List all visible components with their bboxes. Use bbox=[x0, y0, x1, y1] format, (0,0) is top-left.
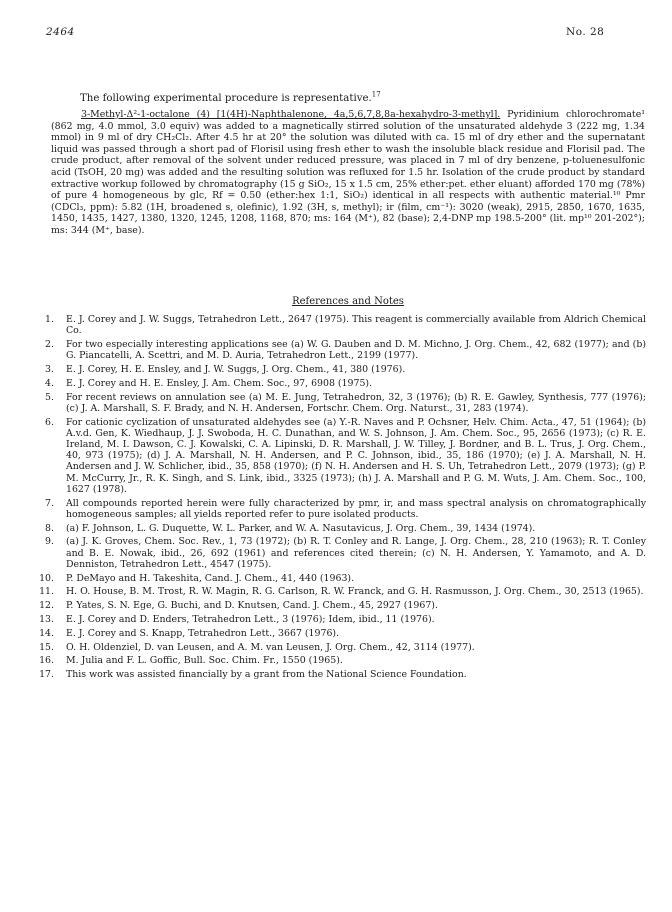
reference-number: 14. bbox=[39, 627, 54, 639]
reference-number: 11. bbox=[39, 586, 54, 598]
reference-item bbox=[30, 573, 646, 584]
reference-text: (a) J. K. Groves, Chem. Soc. Rev., 1, 73 (1972); (b) R. T. Conley and R. Lange, J. Org. Chem., 28, 210 (1963); R. T. Conley and B. E. Nowak, ibid., 26, 692 (1961) and references cited therein; (c) N. H. Andersen, Y. Yamamoto, and A. D. Denniston, Tetrahedron Lett., 4547 (1975). bbox=[66, 536, 646, 570]
reference-text: O. H. Oldenziel, D. van Leusen, and A. M. van Leusen, J. Org. Chem., 42, 3114 (1977). bbox=[66, 641, 475, 653]
reference-item bbox=[30, 417, 646, 495]
reference-text: For cationic cyclization of unsaturated aldehydes see (a) Y.-R. Naves and P. Ochsner, Helv. Chim. Acta., 47, 51 (1964); (b) A.v.d. Gen, K. Wiedhaup, J. J. Swoboda, H. C. Dunathan, and W. S. Johnson, J. Am. Chem. Soc., 95, 2656 (1973); (c) R. E. Ireland, M. I. Dawson, C. J. Kowalski, C. A. Lipinski, D. R. Marshall, J. W. Tilley, J. Bordner, and B. L. Trus, J. Org. Chem., 40, 973 (1975); (d) J. A. Marshall, N. H. Andersen, and P. C. Johnson, ibid., 35, 186 (1970); (e) J. A. Marshall, N. H. Andersen and J. W. Schlicher, ibid., 35, 858 (1970); (f) N. H. Andersen and H. S. Uh, Tetrahedron Lett., 2079 (1973); (g) P. M. McCurry, Jr., R. K. Singh, and S. Link, ibid., 3325 (1973); (h) J. A. Marshall and P. G. M. Wuts, J. Am. Chem. Soc., 100, 1627 (1978). bbox=[66, 416, 646, 495]
intro-sentence bbox=[80, 90, 600, 104]
reference-text: This work was assisted financially by a grant from the National Science Foundation. bbox=[66, 669, 467, 681]
intro-text: The following experimental procedure is representative. bbox=[80, 93, 372, 104]
references-list bbox=[30, 314, 646, 683]
issue-number: No. 28 bbox=[566, 26, 605, 38]
reference-item bbox=[30, 314, 646, 336]
reference-number: 1. bbox=[45, 314, 54, 325]
reference-item bbox=[30, 614, 646, 625]
reference-text: M. Julia and F. L. Goffic, Bull. Soc. Chim. Fr., 1550 (1965). bbox=[66, 655, 343, 667]
reference-number: 10. bbox=[39, 572, 54, 584]
reference-item bbox=[30, 600, 646, 611]
procedure-body: Pyridinium chlorochromate¹ (862 mg, 4.0 mmol, 3.0 equiv) was added to a magnetically stirred solution of the unsaturated aldehyde 3 (222 mg, 1.34 mmol) in 9 ml of dry CH₂Cl₂. After 4.5 hr at 20° the solution was diluted with ca. 15 ml of dry ether and the supernatant liquid was passed through a short pad of Florisil using fresh ether to wash the insoluble black residue and Florisil pad. The crude product, after removal of the solvent under reduced pressure, was placed in 7 ml of dry benzene, p-toluenesulfonic acid (TsOH, 20 mg) was added and the resulting solution was refluxed for 1.5 hr. Isolation of the crude product by standard extractive workup followed by chromatography (15 g SiO₂, 15 x 1.5 cm, 25% ether:pet. ether eluant) afforded 170 mg (78%) of pure 4 homogeneous by glc, Rf = 0.50 (ether:hex 1:1, SiO₂) identical in all respects with authentic material.¹⁰ Pmr (CDCl₃, ppm): 5.82 (1H, broadened s, olefinic), 1.92 (3H, s, methyl); ir (film, cm⁻¹): 3020 (weak), 2915, 2850, 1670, 1635, 1450, 1435, 1427, 1380, 1320, 1245, 1208, 1168, 870; ms: 164 (M⁺), 82 (base); 2,4-DNP mp 198.5-200° (lit. mp¹⁰ 201-202°); ms: 344 (M⁺, base). bbox=[51, 109, 645, 236]
reference-number: 4. bbox=[45, 377, 54, 389]
reference-number: 7. bbox=[45, 497, 54, 509]
reference-number: 17. bbox=[39, 669, 54, 681]
references-heading: References and Notes bbox=[292, 296, 404, 307]
reference-text: E. J. Corey and J. W. Suggs, Tetrahedron Lett., 2647 (1975). This reagent is commercially available from Aldrich Chemical Co. bbox=[66, 314, 646, 337]
reference-text: H. O. House, B. M. Trost, R. W. Magin, R. G. Carlson, R. W. Franck, and G. H. Rasmusson, J. Org. Chem., 30, 2513 (1965). bbox=[66, 586, 644, 598]
reference-item bbox=[30, 392, 646, 414]
reference-text: E. J. Corey and S. Knapp, Tetrahedron Lett., 3667 (1976). bbox=[66, 627, 340, 639]
intro-footnote-marker: 17 bbox=[371, 90, 381, 99]
reference-text: P. DeMayo and H. Takeshita, Cand. J. Chem., 41, 440 (1963). bbox=[66, 572, 355, 584]
reference-number: 15. bbox=[39, 641, 54, 653]
reference-item bbox=[30, 536, 646, 570]
reference-text: E. J. Corey and H. E. Ensley, J. Am. Chem. Soc., 97, 6908 (1975). bbox=[66, 377, 373, 389]
reference-item bbox=[30, 339, 646, 361]
reference-item bbox=[30, 498, 646, 520]
reference-number: 9. bbox=[45, 536, 54, 548]
reference-number: 13. bbox=[39, 614, 54, 625]
page-number: 2464 bbox=[46, 26, 75, 38]
reference-text: (a) F. Johnson, L. G. Duquette, W. L. Parker, and W. A. Nasutavicus, J. Org. Chem., 39, 1434 (1974). bbox=[66, 522, 536, 534]
reference-item bbox=[30, 628, 646, 639]
reference-number: 12. bbox=[39, 600, 54, 612]
reference-item bbox=[30, 364, 646, 375]
reference-number: 16. bbox=[39, 655, 54, 667]
reference-number: 2. bbox=[45, 339, 54, 350]
reference-item bbox=[30, 642, 646, 653]
reference-text: All compounds reported herein were fully characterized by pmr, ir, and mass spectral analysis on chromatographically homogeneous samples; all yields reported refer to pure isolated products. bbox=[66, 497, 646, 520]
reference-text: E. J. Corey and D. Enders, Tetrahedron Lett., 3 (1976); Idem, ibid., 11 (1976). bbox=[66, 614, 435, 625]
reference-item bbox=[30, 655, 646, 666]
reference-text: For recent reviews on annulation see (a) M. E. Jung, Tetrahedron, 32, 3 (1976); (b) R. E. Gawley, Synthesis, 777 (1976); (c) J. A. Marshall, S. F. Brady, and N. H. Andersen, Fortschr. Chem. Org. Naturst., 31, 283 (1974). bbox=[66, 391, 646, 414]
reference-item bbox=[30, 586, 646, 597]
reference-text: P. Yates, S. N. Ege, G. Buchi, and D. Knutsen, Cand. J. Chem., 45, 2927 (1967). bbox=[66, 600, 438, 612]
reference-number: 6. bbox=[45, 416, 54, 428]
reference-number: 5. bbox=[45, 391, 54, 403]
reference-item bbox=[30, 669, 646, 680]
procedure-title: 3-Methyl-Δ²-1-octalone (4) [1(4H)-Naphthalenone, 4a,5,6,7,8,8a-hexahydro-3-methyl]. bbox=[81, 109, 501, 120]
experimental-procedure bbox=[51, 109, 645, 237]
reference-text: E. J. Corey, H. E. Ensley, and J. W. Suggs, J. Org. Chem., 41, 380 (1976). bbox=[66, 364, 406, 375]
reference-item bbox=[30, 523, 646, 534]
reference-number: 8. bbox=[45, 522, 54, 534]
reference-item bbox=[30, 378, 646, 389]
reference-text: For two especially interesting applications see (a) W. G. Dauben and D. M. Michno, J. Org. Chem., 42, 682 (1977); and (b) G. Piancatelli, A. Scettri, and M. D. Auria, Tetrahedron Lett., 2199 (1977). bbox=[66, 339, 646, 362]
reference-number: 3. bbox=[45, 364, 54, 375]
